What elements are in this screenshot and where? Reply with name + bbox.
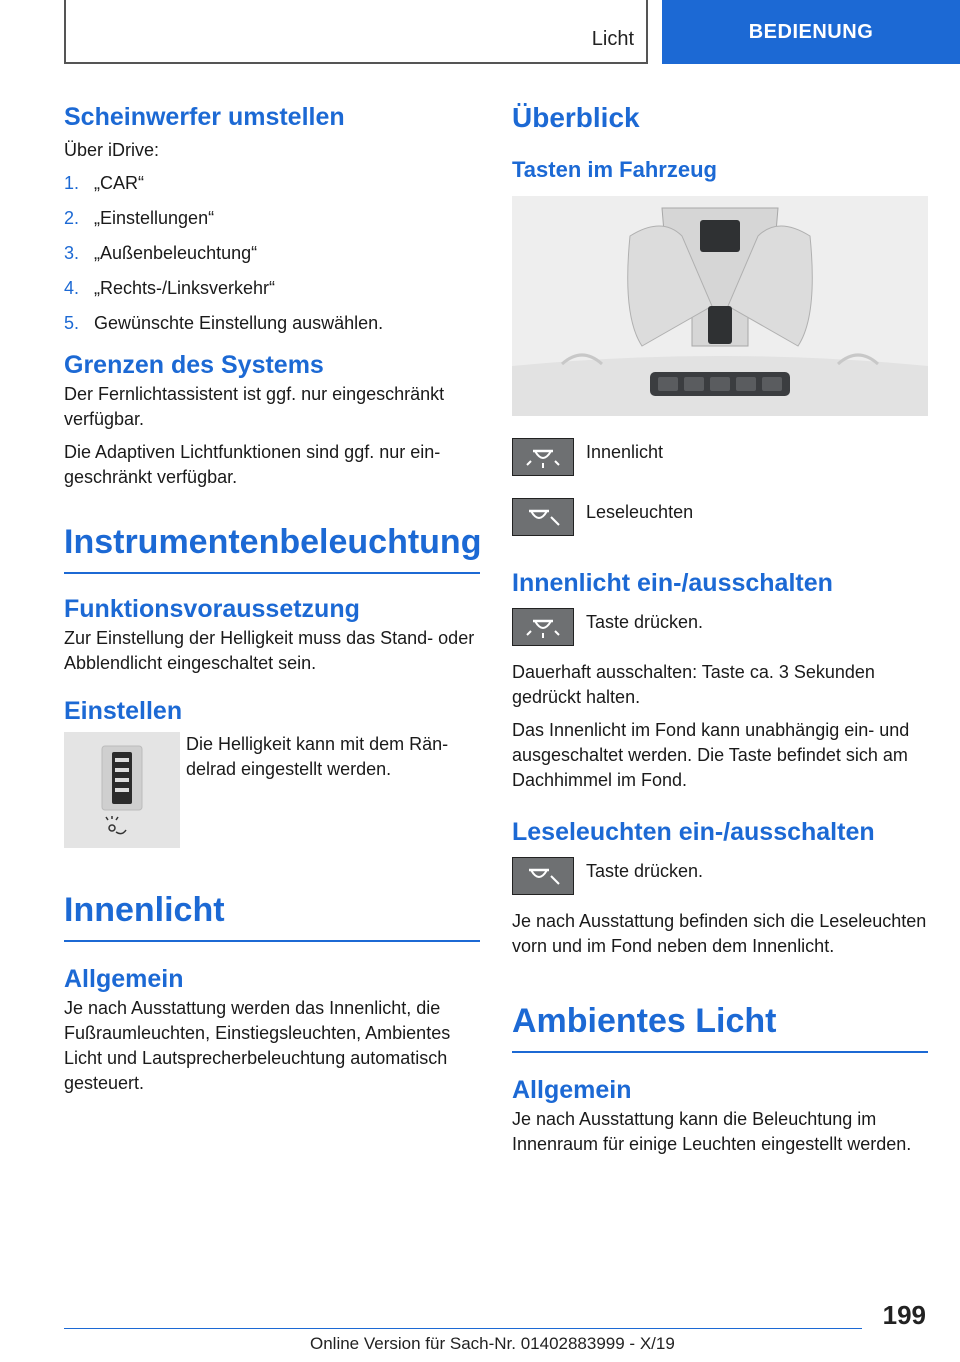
heading-funktionsvoraussetzung: Funktionsvoraussetzung: [64, 595, 360, 623]
dome-light-icon: [512, 438, 574, 476]
legend-row-innenlicht: [512, 438, 928, 476]
innenlicht-press-text: Taste drücken.: [586, 612, 704, 632]
list-item: 3. „Außenbeleuchtung“: [64, 243, 258, 263]
footer-divider: [64, 1328, 862, 1329]
allgemein-text: Je nach Ausstattung werden das Innenlicht, die Fußraumleuchten, Einstiegsleuchten, Ambientes Licht und Lautsprecherbeleuchtung automatisch gesteuert.: [64, 998, 451, 1093]
steps-list: [64, 171, 480, 336]
reading-light-icon: [512, 857, 574, 895]
roof-console-icon: [512, 196, 928, 416]
heading-instrumentenbeleuchtung: Instrumentenbeleuchtung: [64, 520, 480, 574]
header-frame: [64, 0, 648, 64]
footer-online-version: Online Version für Sach-Nr. 01402883999 - X/19: [310, 1334, 675, 1353]
innenlicht-press-row: [512, 608, 928, 646]
dimmer-wheel-image: [64, 732, 180, 848]
heading-allgemein: Allgemein: [64, 965, 184, 993]
grenzen-text-2: Die Adaptiven Lichtfunktionen sind ggf. nur eingeschränkt verfügbar.: [64, 442, 441, 487]
grenzen-text-1: Der Fernlichtassistent ist ggf. nur eingeschränkt verfügbar.: [64, 384, 445, 429]
list-item: 1. „CAR“: [64, 173, 144, 193]
header-section-title: Licht: [591, 28, 634, 50]
innenlicht-text-2: Das Innenlicht im Fond kann unabhängig ein- und ausgeschaltet werden. Die Taste befindet sich am Dachhimmel im Fond.: [512, 720, 910, 790]
leseleuchten-text: Je nach Ausstattung befinden sich die Leseleuchten vorn und im Fond neben dem Innenlicht.: [512, 911, 927, 956]
heading-allgemein-2: Allgemein: [512, 1076, 632, 1104]
heading-ueberblick: Überblick: [512, 102, 640, 133]
heading-ambientes-licht: Ambientes Licht: [512, 999, 928, 1053]
dimmer-wheel-icon: [64, 732, 180, 848]
list-item: 5. Gewünschte Einstellung auswählen.: [64, 313, 384, 333]
heading-innenlicht: Innenlicht: [64, 888, 480, 942]
heading-innenlicht-schalten: Innenlicht ein-/ausschalten: [512, 569, 833, 597]
heading-scheinwerfer: Scheinwerfer umstellen: [64, 103, 345, 131]
leseleuchten-press-row: [512, 857, 928, 895]
einstellen-block: [64, 732, 480, 848]
roof-console-image: [512, 196, 928, 416]
funktion-text: Zur Einstellung der Helligkeit muss das Stand- oder Abblendlicht eingeschaltet sein.: [64, 628, 475, 673]
allgemein-2-text: Je nach Ausstattung kann die Beleuchtung im Innenraum für einige Leuchten eingestellt werden.: [512, 1109, 912, 1154]
right-column: [512, 100, 928, 1157]
dome-light-icon: [512, 608, 574, 646]
heading-leseleuchten-schalten: Leseleuchten ein-/ausschalten: [512, 818, 875, 846]
left-column: [64, 100, 480, 1096]
page-number: 199: [882, 1300, 926, 1330]
list-item: 2. „Einstellungen“: [64, 208, 215, 228]
legend-row-leseleuchten: [512, 498, 928, 536]
heading-grenzen: Grenzen des Systems: [64, 351, 324, 379]
list-item: 4. „Rechts-/Linksverkehr“: [64, 278, 276, 298]
header-chapter-tab[interactable]: BEDIENUNG: [662, 0, 960, 64]
legend-label-leseleuchten: Leseleuchten: [586, 502, 694, 522]
einstellen-text: Die Helligkeit kann mit dem Rändelrad eingestellt werden.: [186, 734, 449, 779]
reading-light-icon: [512, 498, 574, 536]
heading-tasten: Tasten im Fahrzeug: [512, 157, 717, 182]
heading-einstellen: Einstellen: [64, 697, 183, 725]
leseleuchten-press-text: Taste drücken.: [586, 861, 704, 881]
innenlicht-text-1: Dauerhaft ausschalten: Taste ca. 3 Sekunden gedrückt halten.: [512, 662, 875, 707]
idrive-intro: Über iDrive:: [64, 140, 160, 160]
legend-label-innenlicht: Innenlicht: [586, 442, 664, 462]
